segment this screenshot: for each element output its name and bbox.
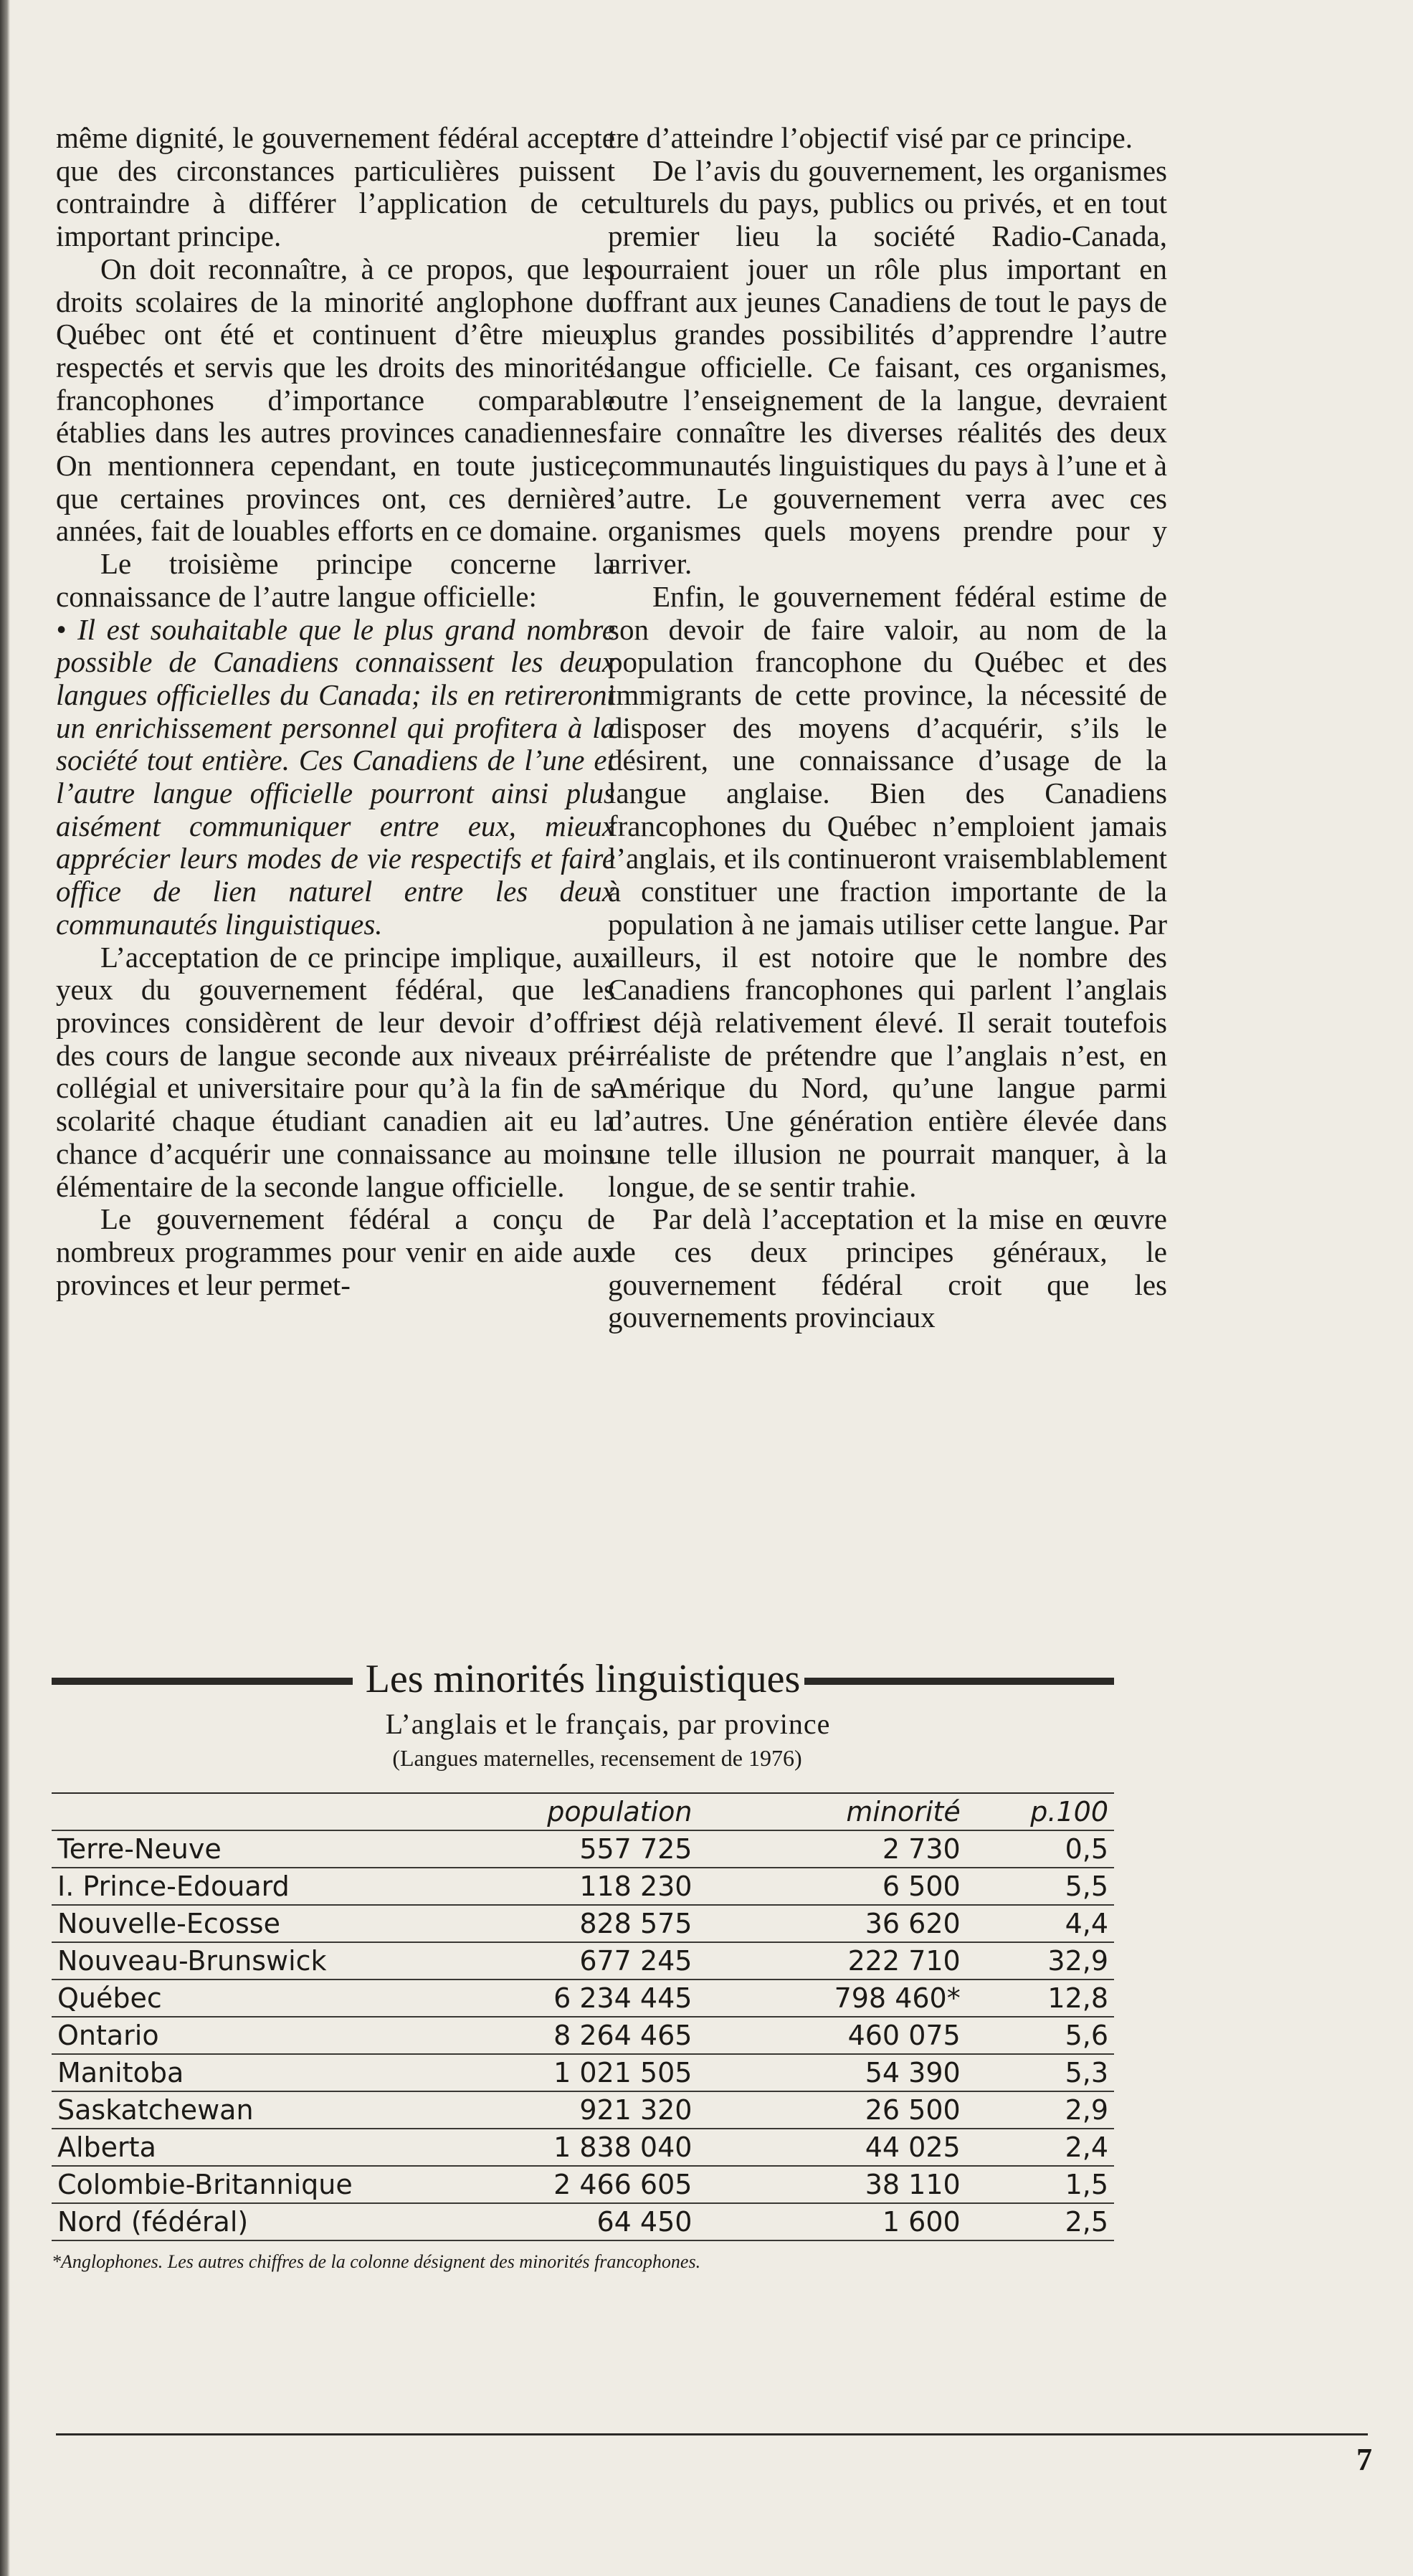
title-rule-right <box>804 1678 1114 1685</box>
province-cell: Colombie-Britannique <box>52 2166 492 2203</box>
population-cell: 2 466 605 <box>492 2166 698 2203</box>
minority-cell: 6 500 <box>698 1868 966 1905</box>
linguistic-minorities-table <box>52 1656 1114 2273</box>
paragraph: De l’avis du gouvernement, les organismes culturels du pays, publics ou privés, et en tout premier lieu la société Radio-Canada, pourraient jouer un rôle plus important en offrant aux jeunes Canadiens de tout le pays de plus grandes possibilités d’apprendre l’autre langue officielle. Ce faisant, ces organismes, outre l’enseignement de la langue, devraient faire connaître les diverses réalités des deux communautés linguistiques du pays à l’une et à l’autre. Le gouvernement verra avec ces organismes quels moyens prendre pour y arriver. <box>608 153 1167 581</box>
paragraph: L’acceptation de ce principe implique, aux yeux du gouvernement fédéral, que les provinces considèrent de leur devoir d’offrir des cours de langue seconde aux niveaux pré-collégial et universitaire pour qu’à la fin de sa scolarité chaque étudiant canadien ait eu la chance d’acquérir une connaissance au moins élémentaire de la seconde langue officielle. <box>56 940 615 1203</box>
table-row <box>52 1979 1114 2017</box>
minority-cell: 460 075 <box>698 2017 966 2054</box>
table-header-row <box>52 1793 1114 1830</box>
minority-cell: 38 110 <box>698 2166 966 2203</box>
table-note: (Langues maternelles, recensement de 1976) <box>392 1745 802 1771</box>
percent-cell: 5,5 <box>966 1868 1114 1905</box>
paragraph: Le gouvernement fédéral a conçu de nombreux programmes pour venir en aide aux provinces et leur permet- <box>56 1202 615 1301</box>
province-cell: Terre-Neuve <box>52 1830 492 1868</box>
minority-cell: 36 620 <box>698 1905 966 1942</box>
minority-cell: 44 025 <box>698 2129 966 2166</box>
table-title-row <box>52 1656 1114 1702</box>
province-cell: Manitoba <box>52 2054 492 2091</box>
paragraph: • Il est souhaitable que le plus grand nombre possible de Canadiens connaissent les deux langues officielles du Canada; ils en retireront un enrichissement personnel qui profitera à la société tout entière. Ces Canadiens de l’une et l’autre langue officielle pourront ainsi plus aisément communiquer entre eux, mieux apprécier leurs modes de vie respectifs et faire office de lien naturel entre les deux communautés linguistiques. <box>56 612 615 941</box>
percent-cell: 32,9 <box>966 1942 1114 1979</box>
population-cell: 921 320 <box>492 2091 698 2129</box>
paragraph: Par delà l’acceptation et la mise en œuvre de ces deux principes généraux, le gouvernement fédéral croit que les gouvernements provinciaux <box>608 1202 1167 1334</box>
header-province <box>52 1793 492 1830</box>
header-minority: minorité <box>846 1796 961 1828</box>
population-cell: 118 230 <box>492 1868 698 1905</box>
minority-cell: 222 710 <box>698 1942 966 1979</box>
table-footnote: *Anglophones. Les autres chiffres de la colonne désignent des minorités francophones. <box>52 2251 701 2272</box>
province-cell: Nord (fédéral) <box>52 2203 492 2240</box>
paragraph: Enfin, le gouvernement fédéral estime de son devoir de faire valoir, au nom de la population francophone du Québec et des immigrants de cette province, la nécessité de disposer des moyens d’acquérir, s’ils le désirent, une connaissance d’usage de la langue anglaise. Bien des Canadiens francophones du Québec n’emploient jamais l’anglais, et ils continueront vraisemblablement à constituer une fraction importante de la population à ne jamais utiliser cette langue. Par ailleurs, il est notoire que le nombre des Canadiens francophones qui parlent l’anglais est déjà relativement élevé. Il serait toutefois irréaliste de prétendre que l’anglais n’est, en Amérique du Nord, qu’une langue parmi d’autres. Une génération entière élevée dans une telle illusion ne pourrait manquer, à la longue, de se sentir trahie. <box>608 579 1167 1203</box>
table-row <box>52 2203 1114 2240</box>
table-row <box>52 2091 1114 2129</box>
table-subtitle: L’anglais et le français, par province <box>385 1708 831 1740</box>
percent-cell: 4,4 <box>966 1905 1114 1942</box>
percent-cell: 2,9 <box>966 2091 1114 2129</box>
percent-cell: 5,6 <box>966 2017 1114 2054</box>
province-cell: Nouvelle-Ecosse <box>52 1905 492 1942</box>
page-number: 7 <box>1356 2442 1372 2477</box>
table-title: Les minorités linguistiques <box>365 1657 801 1701</box>
paragraph: On doit reconnaître, à ce propos, que les droits scolaires de la minorité anglophone du Québec ont été et continuent d’être mieux respectés et servis que les droits des minorités francophones d’importance comparable établies dans les autres provinces canadiennes. On mentionnera cependant, en toute justice, que certaines provinces ont, ces dernières années, fait de louables efforts en ce domaine. <box>56 252 615 548</box>
percent-cell: 12,8 <box>966 1979 1114 2017</box>
table-row <box>52 1905 1114 1942</box>
bottom-rule <box>56 2433 1368 2435</box>
percent-cell: 2,4 <box>966 2129 1114 2166</box>
percent-cell: 1,5 <box>966 2166 1114 2203</box>
percent-cell: 2,5 <box>966 2203 1114 2240</box>
minority-cell: 54 390 <box>698 2054 966 2091</box>
table-row <box>52 2166 1114 2203</box>
population-cell: 8 264 465 <box>492 2017 698 2054</box>
paragraph: même dignité, le gouvernement fédéral accepte que des circonstances particulières puissent contraindre à différer l’application de cet important principe. <box>56 121 615 253</box>
table-row <box>52 2017 1114 2054</box>
population-cell: 557 725 <box>492 1830 698 1868</box>
minority-cell: 798 460* <box>698 1979 966 2017</box>
province-cell: Québec <box>52 1979 492 2017</box>
minority-cell: 26 500 <box>698 2091 966 2129</box>
province-cell: Saskatchewan <box>52 2091 492 2129</box>
population-cell: 1 021 505 <box>492 2054 698 2091</box>
population-cell: 64 450 <box>492 2203 698 2240</box>
table-row <box>52 1830 1114 1868</box>
header-percent: p.100 <box>1030 1796 1108 1828</box>
table-row <box>52 1868 1114 1905</box>
province-cell: Alberta <box>52 2129 492 2166</box>
paragraph: tre d’atteindre l’objectif visé par ce principe. <box>608 121 1133 154</box>
percent-cell: 0,5 <box>966 1830 1114 1868</box>
minority-cell: 1 600 <box>698 2203 966 2240</box>
province-cell: I. Prince-Edouard <box>52 1868 492 1905</box>
province-cell: Nouveau-Brunswick <box>52 1942 492 1979</box>
population-cell: 6 234 445 <box>492 1979 698 2017</box>
header-population: population <box>547 1796 693 1828</box>
table-row <box>52 2054 1114 2091</box>
table-body <box>52 1830 1114 2240</box>
text-column-right <box>608 122 1167 1334</box>
population-cell: 828 575 <box>492 1905 698 1942</box>
table-row <box>52 2129 1114 2166</box>
population-cell: 677 245 <box>492 1942 698 1979</box>
minority-cell: 2 730 <box>698 1830 966 1868</box>
percent-cell: 5,3 <box>966 2054 1114 2091</box>
text-column-left <box>56 122 615 1301</box>
population-cell: 1 838 040 <box>492 2129 698 2166</box>
data-table <box>52 1792 1114 2241</box>
paragraph: Le troisième principe concerne la connaissance de l’autre langue officielle: <box>56 547 615 613</box>
province-cell: Ontario <box>52 2017 492 2054</box>
page-binding-shadow <box>0 0 10 2576</box>
table-row <box>52 1942 1114 1979</box>
